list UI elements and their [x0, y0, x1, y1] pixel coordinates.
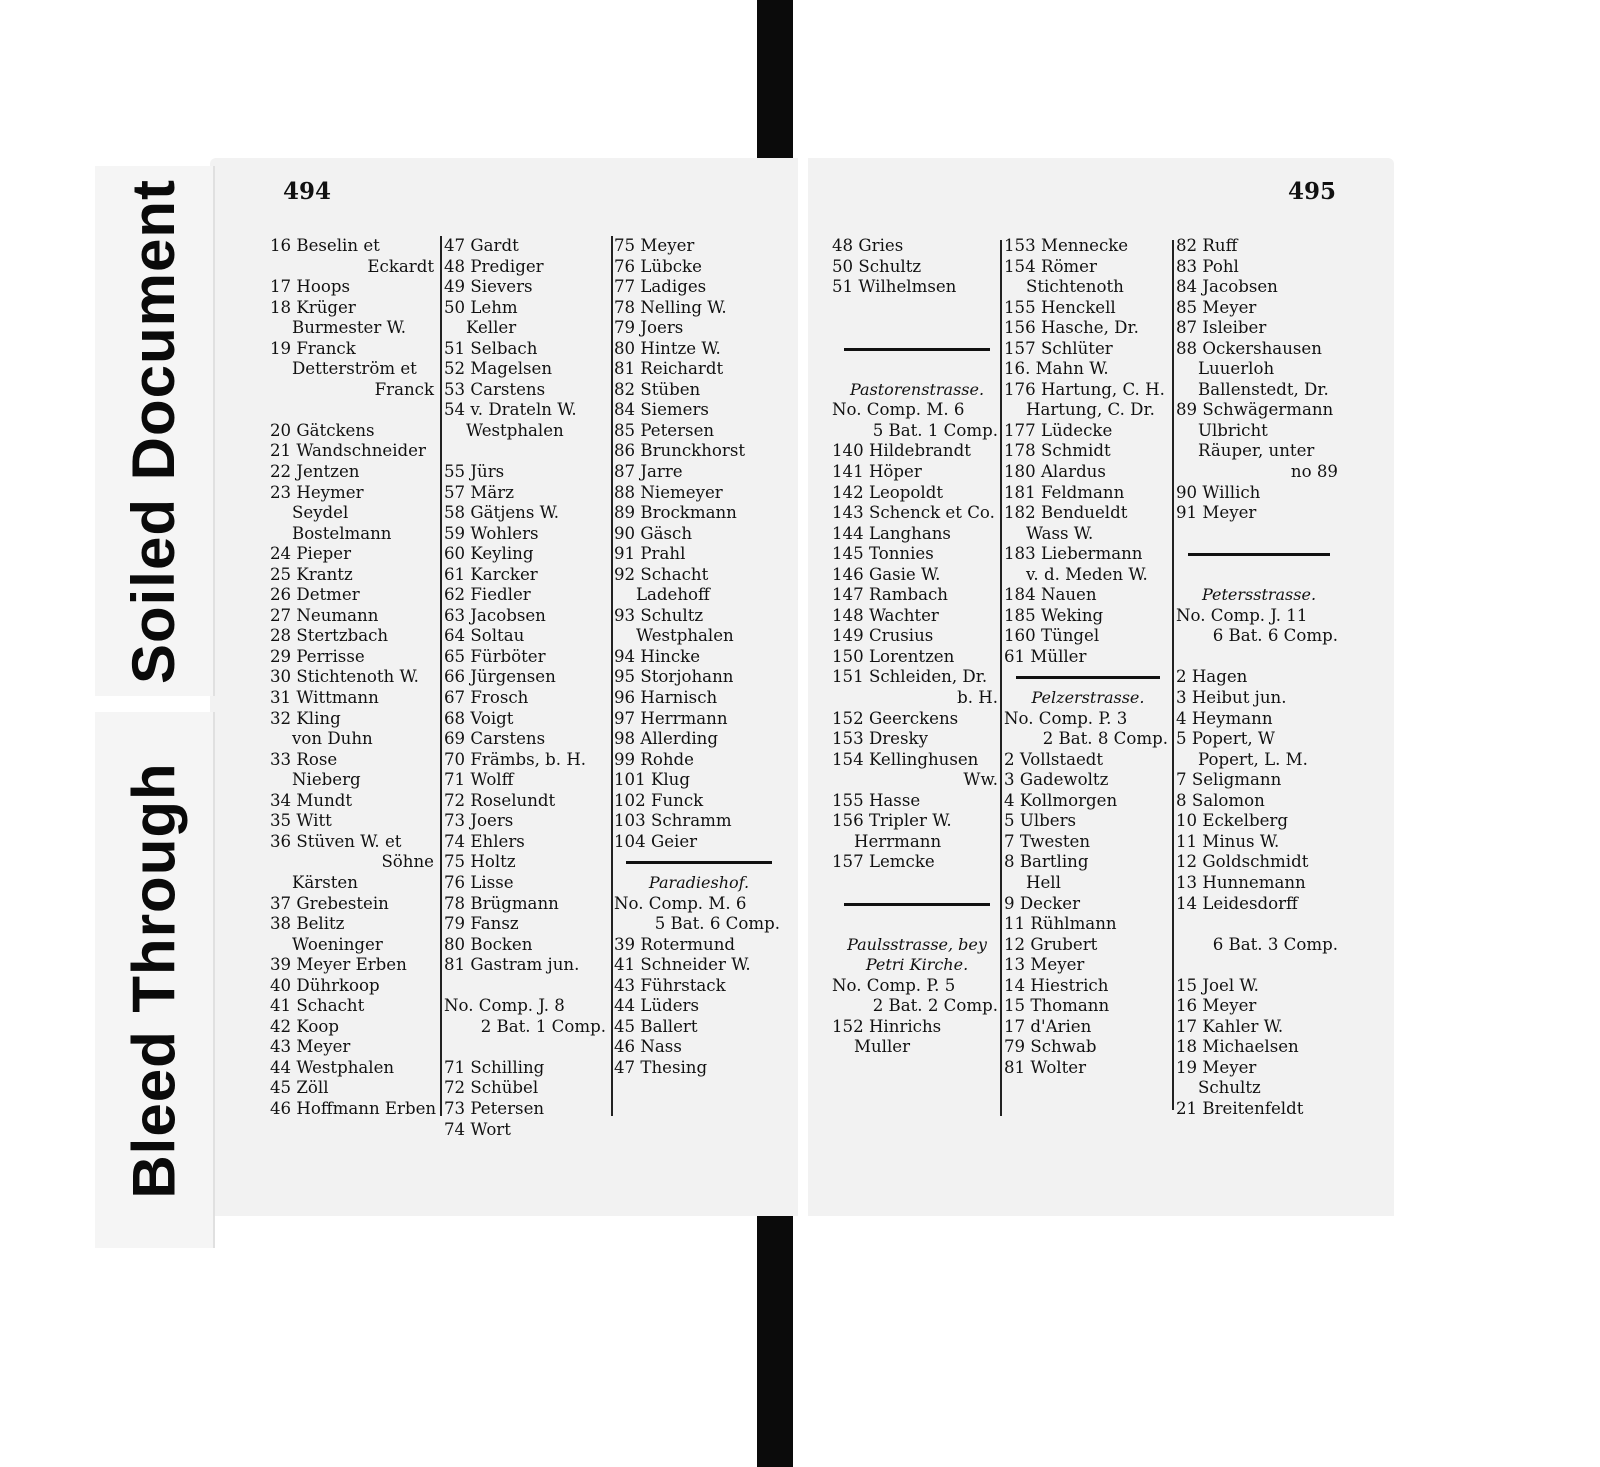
directory-entry: 46 Hoffmann Erben [270, 1098, 437, 1118]
directory-entry: 74 Ehlers [444, 831, 525, 851]
directory-entry: 39 Meyer Erben [270, 955, 407, 975]
directory-entry: 180 Alardus [1004, 462, 1106, 482]
directory-entry: 19 Franck [270, 338, 356, 358]
directory-entry: 146 Gasie W. [832, 564, 941, 584]
directory-entry: 17 Kahler W. [1176, 1016, 1284, 1036]
directory-entry: 50 Schultz [832, 256, 922, 276]
directory-entry: 71 Schilling [444, 1057, 545, 1077]
directory-entry: 87 Isleiber [1176, 318, 1267, 338]
section-rule [1004, 667, 1172, 688]
directory-entry: 46 Nass [614, 1037, 682, 1057]
directory-entry: 6 Bat. 6 Comp. [1212, 626, 1338, 646]
directory-entry: 41 Schacht [270, 996, 365, 1016]
directory-entry: 61 Karcker [444, 564, 538, 584]
directory-entry: 11 Minus W. [1176, 831, 1280, 851]
directory-entry: 74 Wort [444, 1119, 511, 1139]
directory-entry: 147 Rambach [832, 585, 948, 605]
directory-entry: 88 Ockershausen [1176, 338, 1322, 358]
directory-entry: 182 Bendueldt [1004, 503, 1128, 523]
directory-entry: 72 Roselundt [444, 790, 556, 810]
directory-entry: 83 Pohl [1176, 256, 1239, 276]
blank-line [832, 318, 1002, 339]
directory-entry: 35 Witt [270, 811, 332, 831]
directory-entry: 69 Carstens [444, 729, 546, 749]
directory-entry: 78 Nelling W. [614, 297, 727, 317]
blank-line [832, 359, 1002, 380]
directory-entry: Räuper, unter [1198, 441, 1315, 461]
blank-line [832, 914, 1002, 935]
street-heading: Paulsstrasse, bey [847, 934, 987, 954]
directory-entry: 47 Thesing [614, 1057, 708, 1077]
directory-entry: 50 Lehm [444, 297, 518, 317]
section-rule [832, 894, 1002, 915]
directory-entry: 39 Rotermund [614, 934, 736, 954]
directory-entry: 144 Langhans [832, 523, 951, 543]
directory-column [1004, 236, 1172, 1078]
directory-entry: 90 Willich [1176, 482, 1261, 502]
column-rule [611, 236, 613, 1116]
directory-entry: 143 Schenck et Co. [832, 503, 995, 523]
directory-entry: 3 Gadewoltz [1004, 770, 1109, 790]
directory-entry: 8 Salomon [1176, 790, 1265, 810]
directory-entry: 185 Weking [1004, 605, 1104, 625]
directory-entry: 96 Harnisch [614, 688, 718, 708]
directory-entry: 90 Gäsch [614, 523, 693, 543]
directory-entry: 154 Römer [1004, 256, 1097, 276]
directory-entry: 14 Leidesdorff [1176, 893, 1298, 913]
directory-entry: 79 Fansz [444, 914, 519, 934]
directory-entry: 177 Lüdecke [1004, 420, 1113, 440]
directory-entry: 18 Krüger [270, 297, 356, 317]
directory-entry: 47 Gardt [444, 236, 519, 255]
directory-entry: 91 Prahl [614, 544, 686, 564]
directory-entry: No. Comp. J. 11 [1176, 605, 1308, 625]
directory-entry: 45 Zöll [270, 1078, 329, 1098]
directory-entry: 141 Höper [832, 462, 922, 482]
directory-entry: 2 Bat. 2 Comp. [872, 996, 998, 1016]
street-heading: Petersstrasse. [1201, 585, 1317, 605]
column-rule [1172, 240, 1174, 1110]
directory-entry: 95 Storjohann [614, 667, 734, 687]
directory-entry: 21 Breitenfeldt [1176, 1098, 1304, 1118]
directory-entry: 101 Klug [614, 770, 690, 790]
directory-entry: 27 Neumann [270, 605, 379, 625]
directory-entry: Popert, L. M. [1198, 749, 1308, 769]
page-number-left: 494 [283, 178, 332, 205]
directory-entry: 86 Brunckhorst [614, 441, 746, 461]
directory-entry: No. Comp. P. 3 [1004, 708, 1128, 728]
directory-entry: 23 Heymer [270, 482, 364, 502]
directory-entry: 94 Hincke [614, 646, 701, 666]
directory-entry: 76 Lisse [444, 872, 514, 892]
directory-entry: 156 Tripler W. [832, 811, 952, 831]
directory-entry: 17 d'Arien [1004, 1016, 1092, 1036]
directory-entry: von Duhn [292, 729, 373, 749]
directory-entry: 51 Selbach [444, 338, 538, 358]
directory-entry: 85 Petersen [614, 420, 715, 440]
soiled-document-label: Soiled Document [95, 166, 215, 696]
directory-entry: Bostelmann [292, 523, 392, 543]
directory-entry: 76 Lübcke [614, 256, 702, 276]
bleed-through-label: Bleed Through [95, 712, 215, 1248]
directory-entry: 57 März [444, 482, 514, 502]
directory-entry: Seydel [292, 503, 349, 523]
directory-entry: 15 Thomann [1004, 996, 1110, 1016]
directory-entry: 38 Belitz [270, 914, 345, 934]
directory-entry: 22 Jentzen [270, 462, 360, 482]
directory-entry: 156 Hasche, Dr. [1004, 318, 1139, 338]
directory-entry: 12 Goldschmidt [1176, 852, 1309, 872]
directory-entry: 80 Bocken [444, 934, 533, 954]
directory-entry: 40 Dührkoop [270, 975, 380, 995]
street-heading: Pastorenstrasse. [849, 379, 985, 399]
directory-entry: Westphalen [636, 626, 734, 646]
directory-entry: 34 Mundt [270, 790, 353, 810]
directory-entry: 36 Stüven W. et [270, 831, 402, 851]
blank-line [1176, 647, 1342, 668]
directory-entry: 6 Bat. 3 Comp. [1212, 934, 1338, 954]
blank-line [444, 441, 610, 462]
directory-entry: no 89 [1290, 462, 1338, 482]
directory-entry: 183 Liebermann [1004, 544, 1143, 564]
directory-entry: 85 Meyer [1176, 297, 1257, 317]
directory-entry: 19 Meyer [1176, 1057, 1257, 1077]
directory-entry: Keller [466, 318, 517, 338]
directory-entry: 16 Meyer [1176, 996, 1257, 1016]
directory-entry: 155 Henckell [1004, 297, 1116, 317]
directory-entry: 142 Leopoldt [832, 482, 943, 502]
directory-entry: 42 Koop [270, 1016, 339, 1036]
directory-entry: 15 Joel W. [1176, 975, 1259, 995]
directory-entry: Detterström et [292, 359, 417, 379]
directory-entry: 81 Gastram jun. [444, 955, 580, 975]
directory-entry: 149 Crusius [832, 626, 934, 646]
directory-entry: Ww. [963, 770, 998, 790]
directory-entry: 4 Kollmorgen [1004, 790, 1118, 810]
directory-entry: 41 Schneider W. [614, 955, 751, 975]
directory-entry: 81 Reichardt [614, 359, 724, 379]
directory-entry: 33 Rose [270, 749, 338, 769]
directory-entry: 151 Schleiden, Dr. [832, 667, 988, 687]
directory-entry: Westphalen [466, 420, 564, 440]
directory-entry: 92 Schacht [614, 564, 709, 584]
directory-entry: 17 Hoops [270, 277, 350, 297]
directory-entry: 44 Lüders [614, 996, 699, 1016]
directory-entry: Kärsten [292, 872, 358, 892]
directory-entry: 178 Schmidt [1004, 441, 1111, 461]
directory-entry: v. d. Meden W. [1026, 564, 1148, 584]
directory-entry: 11 Rühlmann [1004, 914, 1117, 934]
directory-entry: 77 Ladiges [614, 277, 707, 297]
section-rule [832, 339, 1002, 360]
directory-entry: 84 Siemers [614, 400, 709, 420]
directory-entry: 152 Hinrichs [832, 1016, 942, 1036]
directory-entry: Ballenstedt, Dr. [1198, 379, 1329, 399]
directory-entry: Hartung, C. Dr. [1026, 400, 1155, 420]
directory-entry: 49 Sievers [444, 277, 533, 297]
directory-entry: Nieberg [292, 770, 361, 790]
directory-entry: 73 Joers [444, 811, 514, 831]
directory-entry: 72 Schübel [444, 1078, 539, 1098]
directory-entry: 176 Hartung, C. H. [1004, 379, 1165, 399]
blank-line [832, 873, 1002, 894]
directory-entry: 13 Hunnemann [1176, 872, 1306, 892]
directory-entry: 28 Stertzbach [270, 626, 389, 646]
directory-entry: 31 Wittmann [270, 688, 379, 708]
directory-entry: 89 Schwägermann [1176, 400, 1334, 420]
directory-entry: Woeninger [292, 934, 383, 954]
directory-entry: 184 Nauen [1004, 585, 1097, 605]
directory-entry: 99 Rohde [614, 749, 695, 769]
blank-line [1176, 914, 1342, 935]
directory-entry: 2 Bat. 8 Comp. [1042, 729, 1168, 749]
directory-entry: No. Comp. P. 5 [832, 975, 956, 995]
directory-entry: 70 Främbs, b. H. [444, 749, 587, 769]
directory-entry: 78 Brügmann [444, 893, 559, 913]
directory-entry: 21 Wandschneider [270, 441, 426, 461]
directory-entry: 98 Allerding [614, 729, 718, 749]
directory-entry: 2 Bat. 1 Comp. [480, 1016, 606, 1036]
directory-entry: 4 Heymann [1176, 708, 1273, 728]
street-heading: Pelzerstrasse. [1031, 688, 1145, 708]
directory-entry: 150 Lorentzen [832, 646, 955, 666]
directory-entry: 88 Niemeyer [614, 482, 723, 502]
directory-entry: 5 Bat. 1 Comp. [872, 420, 998, 440]
directory-entry: 2 Vollstaedt [1004, 749, 1104, 769]
directory-entry: 51 Wilhelmsen [832, 277, 957, 297]
directory-entry: 75 Meyer [614, 236, 695, 255]
directory-entry: Burmester W. [292, 318, 407, 338]
directory-entry: b. H. [957, 688, 998, 708]
directory-entry: 102 Funck [614, 790, 704, 810]
directory-entry: 157 Schlüter [1004, 338, 1113, 358]
directory-entry: No. Comp. J. 8 [444, 996, 565, 1016]
directory-entry: 68 Voigt [444, 708, 514, 728]
directory-entry: 7 Twesten [1004, 831, 1091, 851]
directory-entry: 20 Gätckens [270, 420, 375, 440]
directory-entry: No. Comp. M. 6 [832, 400, 965, 420]
directory-column [444, 236, 610, 1140]
directory-entry: 153 Mennecke [1004, 236, 1129, 255]
directory-entry: 59 Wohlers [444, 523, 539, 543]
directory-entry: 58 Gätjens W. [444, 503, 560, 523]
directory-entry: 152 Geerckens [832, 708, 959, 728]
directory-entry: 75 Holtz [444, 852, 516, 872]
directory-entry: 13 Meyer [1004, 955, 1085, 975]
page-number-right: 495 [1288, 178, 1337, 205]
directory-entry: Schultz [1198, 1078, 1261, 1098]
directory-entry: 10 Eckelberg [1176, 811, 1288, 831]
directory-entry: 89 Brockmann [614, 503, 737, 523]
directory-entry: 65 Fürböter [444, 646, 546, 666]
directory-entry: 73 Petersen [444, 1098, 545, 1118]
directory-entry: 84 Jacobsen [1176, 277, 1278, 297]
directory-entry: 87 Jarre [614, 462, 683, 482]
directory-entry: 18 Michaelsen [1176, 1037, 1299, 1057]
directory-entry: 157 Lemcke [832, 852, 935, 872]
directory-entry: Ladehoff [636, 585, 710, 605]
blank-line [832, 298, 1002, 319]
directory-entry: 9 Decker [1004, 893, 1081, 913]
directory-entry: 155 Hasse [832, 790, 921, 810]
directory-entry: 29 Perrisse [270, 646, 365, 666]
directory-entry: 44 Westphalen [270, 1057, 395, 1077]
directory-entry: 53 Carstens [444, 379, 546, 399]
directory-entry: 5 Bat. 6 Comp. [654, 914, 780, 934]
directory-entry: 60 Keyling [444, 544, 534, 564]
directory-entry: Söhne [381, 852, 434, 872]
directory-entry: 25 Krantz [270, 564, 353, 584]
directory-entry: 80 Hintze W. [614, 338, 721, 358]
directory-entry: 16. Mahn W. [1004, 359, 1109, 379]
directory-entry: 103 Schramm [614, 811, 732, 831]
blank-line [1176, 565, 1342, 586]
directory-entry: 8 Bartling [1004, 852, 1089, 872]
directory-column [1176, 236, 1342, 1120]
street-heading: Paradieshof. [648, 872, 750, 892]
directory-entry: 154 Kellinghusen [832, 749, 979, 769]
directory-column [614, 236, 784, 1078]
directory-entry: 64 Soltau [444, 626, 525, 646]
directory-column [832, 236, 1002, 1058]
directory-entry: 12 Grubert [1004, 934, 1098, 954]
directory-entry: 32 Kling [270, 708, 341, 728]
directory-entry: 24 Pieper [270, 544, 352, 564]
directory-entry: 160 Tüngel [1004, 626, 1100, 646]
directory-entry: 16 Beselin et [270, 236, 380, 255]
directory-entry: 45 Ballert [614, 1016, 698, 1036]
directory-entry: 48 Prediger [444, 256, 544, 276]
section-rule [1176, 544, 1342, 565]
directory-entry: 54 v. Drateln W. [444, 400, 577, 420]
directory-entry: 181 Feldmann [1004, 482, 1125, 502]
directory-entry: 5 Ulbers [1004, 811, 1077, 831]
blank-line [444, 976, 610, 997]
directory-entry: Ulbricht [1198, 420, 1268, 440]
directory-entry: 7 Seligmann [1176, 770, 1282, 790]
directory-entry: 43 Führstack [614, 975, 726, 995]
directory-entry: 97 Herrmann [614, 708, 728, 728]
directory-entry: Herrmann [854, 831, 942, 851]
directory-entry: 48 Gries [832, 236, 904, 255]
directory-entry: Luuerloh [1198, 359, 1275, 379]
street-heading: Petri Kirche. [865, 955, 969, 975]
directory-entry: 63 Jacobsen [444, 605, 546, 625]
column-rule [440, 236, 442, 1116]
directory-entry: 140 Hildebrandt [832, 441, 971, 461]
directory-entry: 153 Dresky [832, 729, 928, 749]
directory-entry: 71 Wolff [444, 770, 514, 790]
section-rule [614, 852, 784, 873]
directory-entry: Hell [1026, 872, 1061, 892]
directory-entry: Franck [374, 379, 434, 399]
directory-entry: 82 Stüben [614, 379, 701, 399]
directory-entry: 145 Tonnies [832, 544, 934, 564]
directory-entry: 61 Müller [1004, 646, 1087, 666]
directory-entry: Stichtenoth [1026, 277, 1124, 297]
directory-entry: 55 Jürs [444, 462, 505, 482]
blank-line [444, 1037, 610, 1058]
blank-line [270, 400, 438, 421]
directory-entry: 43 Meyer [270, 1037, 351, 1057]
blank-line [1176, 524, 1342, 545]
directory-entry: Wass W. [1026, 523, 1094, 543]
directory-entry: 26 Detmer [270, 585, 360, 605]
directory-entry: 52 Magelsen [444, 359, 553, 379]
directory-entry: Muller [854, 1037, 911, 1057]
directory-entry: 148 Wachter [832, 605, 939, 625]
directory-entry: 3 Heibut jun. [1176, 688, 1287, 708]
directory-entry: 93 Schultz [614, 605, 704, 625]
directory-entry: 79 Joers [614, 318, 684, 338]
directory-entry: 30 Stichtenoth W. [270, 667, 419, 687]
directory-entry: 5 Popert, W [1176, 729, 1275, 749]
directory-column [270, 236, 438, 1120]
directory-entry: 91 Meyer [1176, 503, 1257, 523]
directory-entry: No. Comp. M. 6 [614, 893, 747, 913]
directory-entry: 81 Wolter [1004, 1057, 1087, 1077]
directory-entry: Eckardt [367, 256, 434, 276]
directory-entry: 79 Schwab [1004, 1037, 1097, 1057]
directory-entry: 2 Hagen [1176, 667, 1248, 687]
directory-entry: 14 Hiestrich [1004, 975, 1109, 995]
directory-entry: 62 Fiedler [444, 585, 531, 605]
directory-entry: 66 Jürgensen [444, 667, 556, 687]
directory-entry: 82 Ruff [1176, 236, 1238, 255]
blank-line [1176, 955, 1342, 976]
directory-entry: 104 Geier [614, 831, 698, 851]
directory-entry: 67 Frosch [444, 688, 529, 708]
directory-entry: 37 Grebestein [270, 893, 389, 913]
